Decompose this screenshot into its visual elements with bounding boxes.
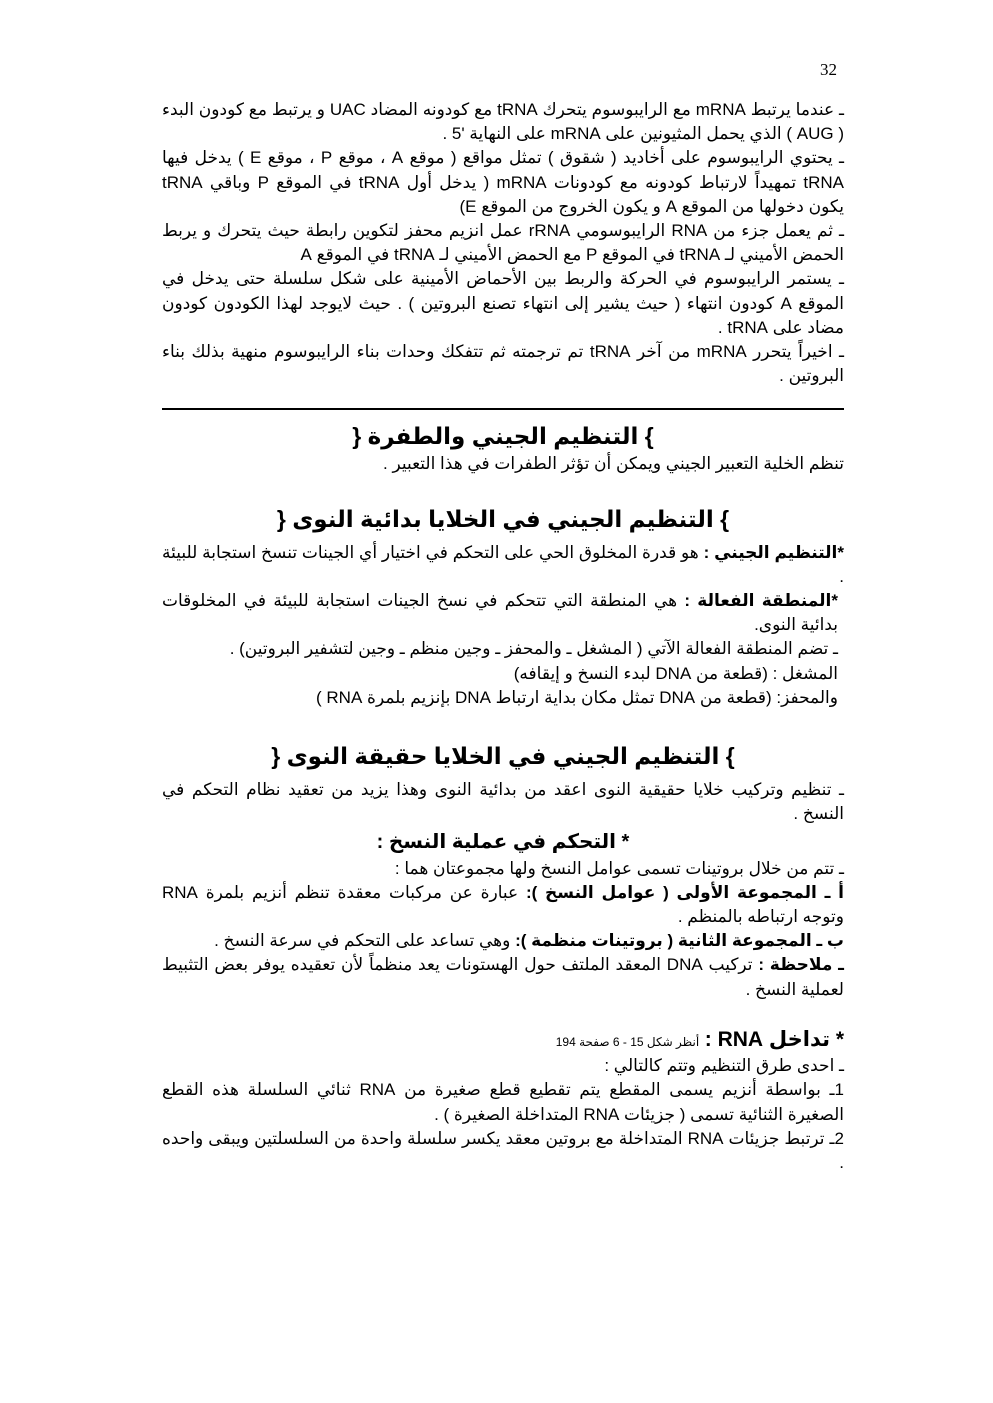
group-term: أ ـ المجموعة الأولى ( عوامل النسخ ): [525,882,845,902]
section-intro: تنظم الخلية التعبير الجيني ويمكن أن تؤثر الطفرات في هذا التعبير . [383,454,844,474]
definition-text: هي المنطقة التي تتحكم في نسخ الجينات استجابة للبيئة في المخلوقات بدائية النوى. [162,591,838,635]
section-heading-eukaryotes: } التنظيم الجيني في الخلايا حقيقة النوى { [271,743,735,770]
promoter-definition: والمحفز: (قطعة من DNA تمثل مكان بداية ارتباط DNA بإنزيم بلمرة RNA ) [316,687,838,707]
section-heading-regulation-mutation: } التنظيم الجيني والطفرة { [352,423,654,450]
document-body [162,98,844,1175]
definition-operon [162,589,844,637]
figure-reference: أنظر شكل 15 - 6 صفحة 194 [555,1034,700,1049]
rna-interference-step-2: 2ـ ترتبط جزيئات RNA المتداخلة مع بروتين معقد يكسر سلسلة واحدة من السلسلتين ويبقى واحده . [162,1128,844,1172]
section-divider [162,408,844,410]
translation-paragraph-4: ـ يستمر الرايبوسوم في الحركة والربط بين الأحماض الأمينية على شكل سلسلة حتى يدخل في الموقع A كودون انتهاء ( حيث يشير إلى انتهاء تصنع البروتين ) . حيث لايوجد لهذا الكودون كودون مضاد على tRNA . [162,269,844,337]
group-term: ب ـ المجموعة الثانية ( بروتينات منظمة ): [515,931,844,951]
transcription-control-heading: * التحكم في عملية النسخ : [376,831,630,854]
rna-interference-heading [162,1028,844,1054]
translation-paragraph-5: ـ اخيراً يتحرر mRNA من آخر tRNA تم ترجمته ثم تتفكك وحدات بناء الرايبوسوم منهية بذلك بناء البروتين . [162,342,844,386]
operon-components: ـ تضم المنطقة الفعالة الآتي ( المشغل ـ والمحفز ـ وجين منظم ـ وجين لتشفير البروتين) . [229,639,838,659]
group-text: عبارة عن مركبات معقدة تنظم أنزيم بلمرة RNA وتوجه ارتباطه بالمنظم . [162,882,844,927]
operator-definition: المشغل : (قطعة من DNA لبدء النسخ و إيقافه) [513,663,838,683]
note-term: ـ ملاحظة : [758,955,844,975]
rna-interference-step-1: 1ـ بواسطة أنزيم يسمى المقطع يتم تقطيع قطع صغيرة من RNA ثنائي السلسلة هذه القطع الصغيرة الثنائية تسمى ( جزيئات RNA المتداخلة الصغيرة ) . [162,1080,844,1124]
definition-gene-regulation [162,541,844,589]
translation-paragraph-2: ـ يحتوي الرايبوسوم على أخاديد ( شقوق ) تمثل مواقع ( موقع A ، موقع P ، موقع E ) يدخل فيها tRNA تمهيداً لارتباط كودونه مع كودونات mRNA ( يدخل أول tRNA في الموقع P وباقي tRNA يكون دخولها من الموقع A و يكون الخروج من الموقع E) [162,148,845,216]
page-number: 32 [820,60,837,79]
group-text: وهي تساعد على التحكم في سرعة النسخ . [214,931,516,951]
translation-paragraph-1: ـ عندما يرتبط mRNA مع الرايبوسوم يتحرك tRNA مع كودونه المضاد UAC و يرتبط مع كودون البدء ( AUG ) الذي يحمل المثيونين على mRNA على النهاية '5 . [162,100,844,144]
rna-interference-intro: ـ احدى طرق التنظيم وتتم كالتالي : [604,1056,844,1076]
group-one [162,881,844,929]
group-two [162,929,844,953]
definition-term: *التنظيم الجيني : [703,542,845,562]
rna-interference-title: * تداخل RNA : [704,1027,844,1051]
definition-text: هو قدرة المخلوق الحي على التحكم في اختيار أي الجينات تنسخ استجابة للبيئة . [162,542,844,586]
transcription-factors-intro: ـ تتم من خلال بروتينات تسمى عوامل النسخ ولها مجموعتان هما : [394,858,844,878]
note [162,953,844,1001]
section-heading-prokaryotes: } التنظيم الجيني في الخلايا بدائية النوى { [276,505,730,532]
eukaryote-intro: ـ تنظيم وتركيب خلايا حقيقية النوى اعقد من بدائية النوى وهذا يزيد من تعقيد نظام التحكم في النسخ . [162,780,844,824]
note-text: تركيب DNA المعقد الملتف حول الهستونات يعد منظماً لأن تعقيده يوفر بعض التثبيط لعملية النسخ . [162,955,844,999]
translation-paragraph-3: ـ ثم يعمل جزء من RNA الرايبوسومي rRNA عمل انزيم محفز لتكوين رابطة حيث يتحرك و يربط الحمض الأميني لـ tRNA في الموقع P مع الحمض الأميني لـ tRNA في الموقع A [162,221,844,265]
definition-term: *المنطقة الفعالة : [684,591,838,611]
